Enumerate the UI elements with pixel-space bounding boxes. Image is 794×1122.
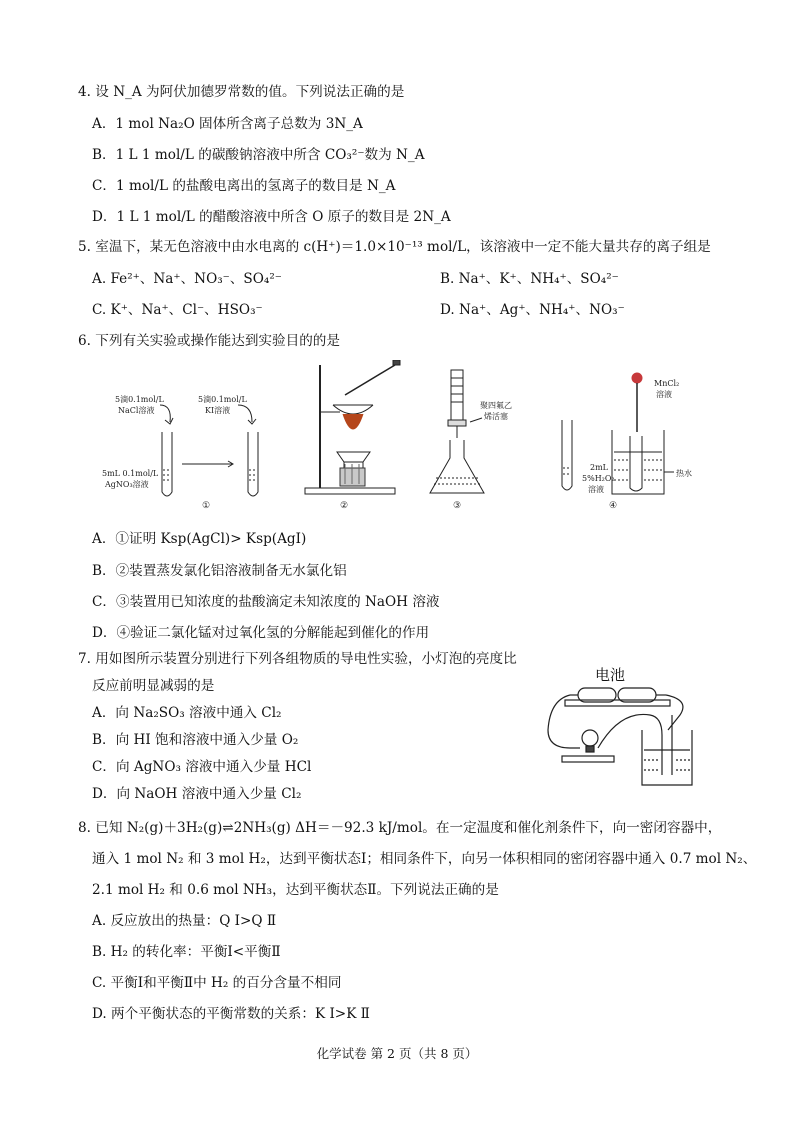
q8-option-c: C. 平衡Ⅰ和平衡Ⅱ中 H₂ 的百分含量不相同 (92, 975, 342, 991)
figure-4-catalysis (562, 373, 692, 511)
figure-3-titration (430, 370, 512, 511)
q7-option-a: A．向 Na₂SO₃ 溶液中通入 Cl₂ (92, 705, 282, 721)
q4-option-a: A．1 mol Na₂O 固体所含离子总数为 3N_A (92, 116, 363, 132)
figure-mark-3: ③ (453, 501, 462, 511)
q5-option-c: C. K⁺、Na⁺、Cl⁻、HSO₃⁻ (92, 302, 263, 318)
q7-option-c: C．向 AgNO₃ 溶液中通入少量 HCl (92, 759, 312, 775)
figure-mark-2: ② (340, 501, 349, 511)
tube1-top-label-2: NaCl溶液 (118, 406, 155, 415)
q8-option-b: B. H₂ 的转化率：平衡Ⅰ<平衡Ⅱ (92, 944, 281, 960)
q8-line-3: 2.1 mol H₂ 和 0.6 mol NH₃，达到平衡状态Ⅱ。下列说法正确的是 (92, 882, 499, 898)
q7-option-b: B．向 HI 饱和溶液中通入少量 O₂ (92, 732, 299, 748)
q7-stem-line-2: 反应前明显减弱的是 (92, 678, 215, 694)
q7-stem-line-1: 7. 用如图所示装置分别进行下列各组物质的导电性实验，小灯泡的亮度比 (78, 651, 517, 667)
tube1-top-label-1: 5滴0.1mol/L (115, 395, 164, 404)
q8-line-1: 8. 已知 N₂(g)＋3H₂(g)⇌2NH₃(g) ΔH＝－92.3 kJ/mol。在一定温度和催化剂条件下，向一密闭容器中， (78, 820, 722, 836)
h2o2-label-3: 溶液 (588, 485, 604, 494)
q5-option-b: B. Na⁺、K⁺、NH₄⁺、SO₄²⁻ (440, 271, 619, 287)
mncl2-label-2: 溶液 (656, 390, 672, 399)
q6-stem: 6. 下列有关实验或操作能达到实验目的的是 (78, 333, 340, 349)
q4-stem: 4. 设 N_A 为阿伏加德罗常数的值。下列说法正确的是 (78, 84, 405, 100)
q6-apparatus-figure (0, 360, 794, 515)
q5-stem: 5. 室温下，某无色溶液中由水电离的 c(H⁺)＝1.0×10⁻¹³ mol/L，该溶液中一定不能大量共存的离子组是 (78, 239, 711, 255)
q6-option-b: B．②装置蒸发氯化铝溶液制备无水氯化铝 (92, 563, 347, 579)
q6-option-c: C．③装置用已知浓度的盐酸滴定未知浓度的 NaOH 溶液 (92, 594, 440, 610)
q8-option-d: D. 两个平衡状态的平衡常数的关系：K Ⅰ>K Ⅱ (92, 1006, 370, 1022)
mncl2-label-1: MnCl₂ (654, 379, 680, 388)
stopcock-label-2: 烯活塞 (484, 412, 508, 421)
q6-option-a: A．①证明 Ksp(AgCl)> Ksp(AgI) (92, 531, 307, 547)
q6-option-d: D．④验证二氯化锰对过氧化氢的分解能起到催化的作用 (92, 625, 430, 641)
figure-1-tubes (102, 394, 258, 511)
stopcock-label-1: 聚四氟乙 (480, 401, 512, 410)
figure-2-evaporation (305, 360, 400, 511)
q4-option-d: D．1 L 1 mol/L 的醋酸溶液中所含 O 原子的数目是 2N_A (92, 209, 451, 225)
q5-option-d: D. Na⁺、Ag⁺、NH₄⁺、NO₃⁻ (440, 302, 625, 318)
figure-mark-1: ① (202, 501, 211, 511)
page-footer: 化学试卷 第 2 页（共 8 页） (316, 1046, 478, 1061)
hot-water-label: 热水 (676, 469, 692, 478)
h2o2-label-2: 5%H₂O₂ (582, 474, 615, 483)
tube1-bottom-label-1: 5mL 0.1mol/L (102, 469, 159, 478)
tube2-top-label-2: KI溶液 (205, 406, 231, 415)
h2o2-label-1: 2mL (590, 463, 608, 472)
battery-label: 电池 (595, 666, 626, 684)
tube1-bottom-label-2: AgNO₃溶液 (105, 480, 149, 489)
q5-option-a: A. Fe²⁺、Na⁺、NO₃⁻、SO₄²⁻ (92, 271, 282, 287)
figure-mark-4: ④ (609, 501, 618, 511)
q8-line-2: 通入 1 mol N₂ 和 3 mol H₂，达到平衡状态Ⅰ；相同条件下，向另一体积相同的密闭容器中通入 0.7 mol N₂、 (92, 851, 757, 867)
q8-option-a: A. 反应放出的热量：Q Ⅰ>Q Ⅱ (92, 913, 277, 929)
q4-option-c: C．1 mol/L 的盐酸电离出的氢离子的数目是 N_A (92, 178, 396, 194)
q4-option-b: B．1 L 1 mol/L 的碳酸钠溶液中所含 CO₃²⁻数为 N_A (92, 147, 425, 163)
q7-conductivity-figure (540, 660, 720, 790)
q7-option-d: D．向 NaOH 溶液中通入少量 Cl₂ (92, 786, 302, 802)
tube2-top-label-1: 5滴0.1mol/L (198, 395, 247, 404)
